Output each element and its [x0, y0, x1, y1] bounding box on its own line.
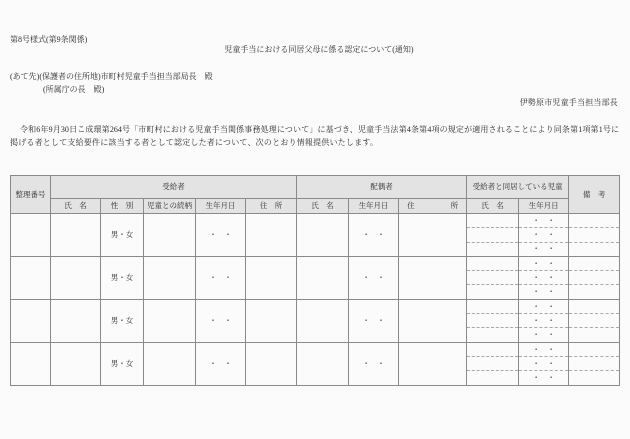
header-spouse: 配偶者 [297, 176, 467, 199]
cell-serial-number[interactable] [11, 214, 51, 257]
cell-remarks[interactable] [569, 299, 620, 313]
cell-recipient-address[interactable] [246, 256, 297, 299]
table-row [11, 256, 620, 270]
cell-spouse-address[interactable] [399, 342, 467, 385]
cell-spouse-name[interactable] [297, 342, 349, 385]
cell-relationship[interactable] [144, 214, 196, 257]
cell-recipient-address[interactable] [246, 342, 297, 385]
cell-spouse-address[interactable] [399, 299, 467, 342]
cell-child-dob[interactable]: ・ ・ [519, 271, 569, 285]
cell-child-name[interactable] [467, 285, 519, 299]
cell-recipient-name[interactable] [51, 256, 101, 299]
cell-remarks[interactable] [569, 271, 620, 285]
cell-spouse-dob[interactable]: ・ ・ [349, 299, 399, 342]
cell-child-name[interactable] [467, 214, 519, 228]
cell-relationship[interactable] [144, 342, 196, 385]
header-spouse-address-right: 所 [450, 201, 459, 211]
cell-spouse-dob[interactable]: ・ ・ [349, 256, 399, 299]
cell-recipient-dob[interactable]: ・ ・ [196, 299, 246, 342]
cell-recipient-gender[interactable]: 男・女 [101, 342, 144, 385]
table-row [11, 214, 620, 228]
cell-child-dob[interactable]: ・ ・ [519, 356, 569, 370]
header-relationship: 児童との続柄 [144, 199, 196, 214]
header-serial-number: 整理番号 [11, 176, 51, 214]
body-text-line-1: 令和6年9月30日こ成環第264号「市町村における児童手当関係事務処理について」に基づき、児童手当法第4条第4項の規定が適用されることにより同条第1項第1号に [20, 125, 619, 134]
cell-remarks[interactable] [569, 328, 620, 342]
cell-remarks[interactable] [569, 371, 620, 385]
cell-recipient-gender[interactable]: 男・女 [101, 256, 144, 299]
cell-child-dob[interactable]: ・ ・ [519, 314, 569, 328]
cell-recipient-dob[interactable]: ・ ・ [196, 342, 246, 385]
cell-recipient-address[interactable] [246, 214, 297, 257]
header-remarks: 備 考 [569, 176, 620, 214]
sender: 伊勢原市児童手当担当部長 [519, 98, 618, 107]
cell-child-dob[interactable]: ・ ・ [519, 328, 569, 342]
cell-child-name[interactable] [467, 271, 519, 285]
header-recipient-dob: 生年月日 [196, 199, 246, 214]
cell-child-name[interactable] [467, 228, 519, 242]
cell-recipient-dob[interactable]: ・ ・ [196, 214, 246, 257]
cell-child-dob[interactable]: ・ ・ [519, 256, 569, 270]
form-number: 第8号様式(第9条関係) [10, 35, 88, 44]
addressee-line-1: (あて先)(保護者の住所地)市町村児童手当担当部局長 殿 [10, 72, 213, 81]
cell-serial-number[interactable] [11, 299, 51, 342]
cell-recipient-name[interactable] [51, 214, 101, 257]
table-row [11, 342, 620, 356]
cell-spouse-name[interactable] [297, 214, 349, 257]
cell-recipient-address[interactable] [246, 299, 297, 342]
cell-spouse-address[interactable] [399, 214, 467, 257]
cell-child-dob[interactable]: ・ ・ [519, 371, 569, 385]
header-recipient-name: 氏 名 [51, 199, 101, 214]
cell-recipient-dob[interactable]: ・ ・ [196, 256, 246, 299]
cell-child-name[interactable] [467, 328, 519, 342]
cell-relationship[interactable] [144, 299, 196, 342]
cell-relationship[interactable] [144, 256, 196, 299]
header-spouse-address [399, 199, 467, 214]
cell-remarks[interactable] [569, 228, 620, 242]
table-row [11, 299, 620, 313]
document-title: 児童手当における同居父母に係る認定について(通知) [224, 45, 414, 54]
header-child-name: 氏 名 [467, 199, 519, 214]
cell-remarks[interactable] [569, 214, 620, 228]
cell-child-name[interactable] [467, 242, 519, 256]
cell-child-name[interactable] [467, 371, 519, 385]
cell-child-dob[interactable]: ・ ・ [519, 228, 569, 242]
cell-serial-number[interactable] [11, 256, 51, 299]
header-recipient: 受給者 [51, 176, 297, 199]
header-spouse-name: 氏 名 [297, 199, 349, 214]
cell-child-dob[interactable]: ・ ・ [519, 299, 569, 313]
cell-remarks[interactable] [569, 342, 620, 356]
cell-child-name[interactable] [467, 299, 519, 313]
cell-recipient-name[interactable] [51, 342, 101, 385]
header-recipient-address: 住 所 [246, 199, 297, 214]
cell-serial-number[interactable] [11, 342, 51, 385]
addressee-line-2: (所属庁の長 殿) [43, 85, 105, 94]
cell-spouse-address[interactable] [399, 256, 467, 299]
body-text-line-2: 掲げる者として支給要件に該当する者として認定した者について、次のとおり情報提供いたします。 [10, 138, 379, 147]
header-recipient-gender: 性 別 [101, 199, 144, 214]
cell-child-name[interactable] [467, 342, 519, 356]
cell-child-name[interactable] [467, 314, 519, 328]
header-spouse-address-left: 住 [407, 201, 415, 211]
cell-remarks[interactable] [569, 356, 620, 370]
cell-recipient-gender[interactable]: 男・女 [101, 214, 144, 257]
cell-spouse-dob[interactable]: ・ ・ [349, 214, 399, 257]
cell-remarks[interactable] [569, 242, 620, 256]
cell-recipient-gender[interactable]: 男・女 [101, 299, 144, 342]
cell-remarks[interactable] [569, 285, 620, 299]
cell-remarks[interactable] [569, 314, 620, 328]
cell-child-dob[interactable]: ・ ・ [519, 214, 569, 228]
header-spouse-dob: 生年月日 [349, 199, 399, 214]
cell-child-dob[interactable]: ・ ・ [519, 342, 569, 356]
cell-remarks[interactable] [569, 256, 620, 270]
cell-spouse-name[interactable] [297, 256, 349, 299]
cell-spouse-name[interactable] [297, 299, 349, 342]
cell-child-dob[interactable]: ・ ・ [519, 285, 569, 299]
cell-recipient-name[interactable] [51, 299, 101, 342]
cell-child-dob[interactable]: ・ ・ [519, 242, 569, 256]
cell-child-name[interactable] [467, 256, 519, 270]
information-table [10, 175, 620, 386]
cell-spouse-dob[interactable]: ・ ・ [349, 342, 399, 385]
cell-child-name[interactable] [467, 356, 519, 370]
header-cohabiting-children: 受給者と同居している児童 [467, 176, 569, 199]
header-child-dob: 生年月日 [519, 199, 569, 214]
